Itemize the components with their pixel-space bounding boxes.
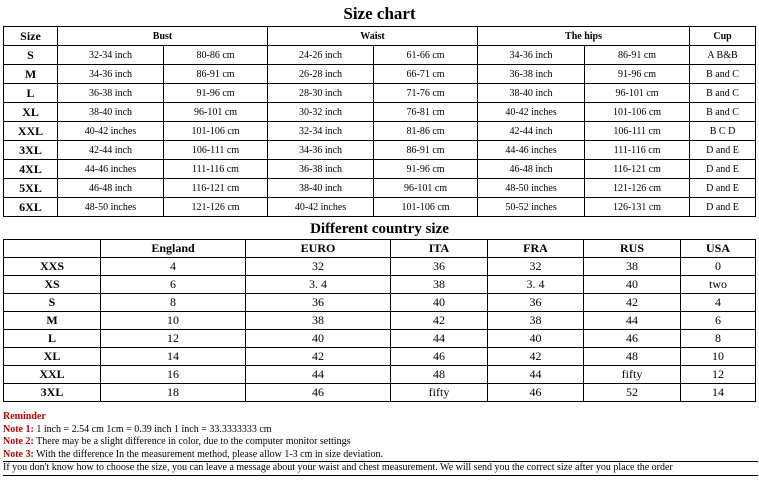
table-cell: D and E	[690, 141, 756, 160]
table-cell: 34-36 inch	[268, 141, 374, 160]
reminder-label: Reminder	[3, 411, 46, 422]
table-cell: D and E	[690, 160, 756, 179]
table-cell: 18	[101, 384, 246, 402]
table-cell: 71-76 cm	[374, 84, 478, 103]
size-label-cell: L	[4, 330, 101, 348]
table-cell: 24-26 inch	[268, 46, 374, 65]
table-cell: 38	[391, 276, 488, 294]
table-row	[4, 198, 756, 217]
table-row	[4, 348, 756, 366]
table-cell: 36	[488, 294, 584, 312]
table-cell: 91-96 cm	[585, 65, 690, 84]
table-row	[4, 258, 756, 276]
table-cell: 44-46 inches	[58, 160, 164, 179]
table-cell: D and E	[690, 179, 756, 198]
table-cell: 34-36 inch	[58, 65, 164, 84]
table-row	[4, 141, 756, 160]
size-label-cell: XXL	[4, 366, 101, 384]
note-3-label: Note 3:	[3, 448, 34, 460]
table-row	[4, 65, 756, 84]
table-cell: 42	[246, 348, 391, 366]
table-cell: 106-111 cm	[164, 141, 268, 160]
table-row	[4, 366, 756, 384]
size-chart-body	[4, 46, 756, 217]
table-cell: 46	[246, 384, 391, 402]
table-cell: 38	[246, 312, 391, 330]
table-cell: 6	[681, 312, 756, 330]
table-cell: 46-48 inch	[58, 179, 164, 198]
table-cell: 96-101 cm	[164, 103, 268, 122]
table-cell: 32-34 inch	[58, 46, 164, 65]
header-bust: Bust	[58, 27, 268, 46]
table-cell: 38-40 inch	[58, 103, 164, 122]
size-label-cell: L	[4, 84, 58, 103]
table-cell: 81-86 cm	[374, 122, 478, 141]
note-3	[3, 449, 758, 462]
note-1-text: 1 inch = 2.54 cm 1cm = 0.39 inch 1 inch = 33.3333333 cm	[33, 423, 272, 435]
country-header-cell: EURO	[246, 240, 391, 258]
note-1	[3, 424, 758, 437]
table-row	[4, 46, 756, 65]
table-cell: 12	[101, 330, 246, 348]
country-header-cell: RUS	[584, 240, 681, 258]
size-label-cell: XL	[4, 103, 58, 122]
table-cell: 4	[101, 258, 246, 276]
size-label-cell: S	[4, 46, 58, 65]
table-cell: 36-38 inch	[478, 65, 585, 84]
table-cell: 42-44 inch	[58, 141, 164, 160]
table-cell: fifty	[584, 366, 681, 384]
size-label-cell: XL	[4, 348, 101, 366]
table-row	[4, 294, 756, 312]
header-hips: The hips	[478, 27, 690, 46]
country-header-cell	[4, 240, 101, 258]
header-waist: Waist	[268, 27, 478, 46]
header-size: Size	[4, 27, 58, 46]
size-label-cell: XXS	[4, 258, 101, 276]
size-chart-table	[3, 26, 756, 217]
table-cell: 80-86 cm	[164, 46, 268, 65]
table-cell: 38	[488, 312, 584, 330]
table-cell: 91-96 cm	[374, 160, 478, 179]
footer-note: If you don't know how to choose the size, you can leave a message about your waist and chest measurement. We will send you the correct size after you place the order	[3, 461, 758, 476]
table-cell: 0	[681, 258, 756, 276]
country-chart-header-row	[4, 240, 756, 258]
country-header-cell: USA	[681, 240, 756, 258]
table-cell: 3. 4	[246, 276, 391, 294]
table-cell: 40	[391, 294, 488, 312]
table-cell: 14	[681, 384, 756, 402]
table-cell: 48	[584, 348, 681, 366]
table-cell: B and C	[690, 84, 756, 103]
table-cell: 26-28 inch	[268, 65, 374, 84]
notes-section	[3, 411, 758, 476]
table-cell: 6	[101, 276, 246, 294]
country-chart-body	[4, 258, 756, 402]
country-header-cell: ITA	[391, 240, 488, 258]
table-cell: 30-32 inch	[268, 103, 374, 122]
size-label-cell: XS	[4, 276, 101, 294]
table-cell: 16	[101, 366, 246, 384]
table-cell: 46	[488, 384, 584, 402]
table-cell: 116-121 cm	[585, 160, 690, 179]
table-cell: 91-96 cm	[164, 84, 268, 103]
table-cell: fifty	[391, 384, 488, 402]
table-cell: 76-81 cm	[374, 103, 478, 122]
size-label-cell: 5XL	[4, 179, 58, 198]
table-cell: 40	[488, 330, 584, 348]
table-cell: 46-48 inch	[478, 160, 585, 179]
table-cell: 8	[101, 294, 246, 312]
table-cell: 42	[584, 294, 681, 312]
table-cell: 44-46 inches	[478, 141, 585, 160]
size-label-cell: 3XL	[4, 141, 58, 160]
table-cell: 48-50 inches	[478, 179, 585, 198]
table-cell: 106-111 cm	[585, 122, 690, 141]
note-2-text: There may be a slight difference in color, due to the computer monitor settings	[33, 436, 351, 447]
table-row	[4, 384, 756, 402]
table-cell: 14	[101, 348, 246, 366]
table-cell: 111-116 cm	[164, 160, 268, 179]
table-cell: 44	[488, 366, 584, 384]
table-cell: 86-91 cm	[164, 65, 268, 84]
country-size-table	[3, 239, 756, 402]
table-cell: 8	[681, 330, 756, 348]
table-cell: 116-121 cm	[164, 179, 268, 198]
table-row	[4, 84, 756, 103]
note-1-label: Note 1:	[3, 423, 34, 435]
table-cell: 40-42 inches	[478, 103, 585, 122]
table-cell: 126-131 cm	[585, 198, 690, 217]
table-cell: 38-40 inch	[268, 179, 374, 198]
table-row	[4, 179, 756, 198]
table-cell: 40-42 inches	[268, 198, 374, 217]
size-label-cell: 3XL	[4, 384, 101, 402]
size-label-cell: 6XL	[4, 198, 58, 217]
table-cell: 10	[681, 348, 756, 366]
size-label-cell: XXL	[4, 122, 58, 141]
table-cell: 32	[488, 258, 584, 276]
country-chart-title: Different country size	[310, 221, 449, 237]
note-2-label: Note 2:	[3, 436, 34, 447]
table-cell: A B&B	[690, 46, 756, 65]
table-cell: 96-101 cm	[374, 179, 478, 198]
table-cell: 121-126 cm	[585, 179, 690, 198]
table-cell: 66-71 cm	[374, 65, 478, 84]
table-cell: 44	[584, 312, 681, 330]
table-cell: 101-106 cm	[374, 198, 478, 217]
table-row	[4, 276, 756, 294]
note-3-text: With the difference In the measurement method, please allow 1-3 cm in size deviation.	[33, 448, 383, 460]
reminder-line	[3, 411, 758, 424]
table-cell: 48	[391, 366, 488, 384]
table-cell: D and E	[690, 198, 756, 217]
table-row	[4, 122, 756, 141]
table-cell: 44	[246, 366, 391, 384]
table-cell: 36	[391, 258, 488, 276]
table-cell: 12	[681, 366, 756, 384]
table-cell: 48-50 inches	[58, 198, 164, 217]
table-cell: 96-101 cm	[585, 84, 690, 103]
table-cell: 28-30 inch	[268, 84, 374, 103]
table-cell: two	[681, 276, 756, 294]
table-cell: 44	[391, 330, 488, 348]
table-cell: 4	[681, 294, 756, 312]
table-cell: 40	[246, 330, 391, 348]
table-cell: 42-44 inch	[478, 122, 585, 141]
size-chart-header-row	[4, 27, 756, 46]
table-cell: 36	[246, 294, 391, 312]
table-cell: 50-52 inches	[478, 198, 585, 217]
table-cell: 86-91 cm	[585, 46, 690, 65]
country-header-cell: FRA	[488, 240, 584, 258]
table-cell: 32-34 inch	[268, 122, 374, 141]
table-cell: 3. 4	[488, 276, 584, 294]
table-cell: 36-38 inch	[58, 84, 164, 103]
table-cell: 52	[584, 384, 681, 402]
size-label-cell: S	[4, 294, 101, 312]
table-cell: 111-116 cm	[585, 141, 690, 160]
table-cell: 40	[584, 276, 681, 294]
table-cell: 46	[391, 348, 488, 366]
table-cell: 121-126 cm	[164, 198, 268, 217]
table-cell: 32	[246, 258, 391, 276]
size-label-cell: 4XL	[4, 160, 58, 179]
table-cell: 42	[488, 348, 584, 366]
size-label-cell: M	[4, 65, 58, 84]
table-cell: 101-106 cm	[164, 122, 268, 141]
table-cell: B and C	[690, 103, 756, 122]
size-label-cell: M	[4, 312, 101, 330]
table-cell: 101-106 cm	[585, 103, 690, 122]
table-cell: B C D	[690, 122, 756, 141]
country-header-cell: England	[101, 240, 246, 258]
table-row	[4, 160, 756, 179]
header-cup: Cup	[690, 27, 756, 46]
note-2	[3, 436, 758, 449]
table-row	[4, 312, 756, 330]
table-row	[4, 330, 756, 348]
table-cell: 42	[391, 312, 488, 330]
table-cell: 34-36 inch	[478, 46, 585, 65]
table-cell: 10	[101, 312, 246, 330]
table-cell: 36-38 inch	[268, 160, 374, 179]
table-cell: 46	[584, 330, 681, 348]
table-cell: 61-66 cm	[374, 46, 478, 65]
table-cell: 86-91 cm	[374, 141, 478, 160]
table-cell: 40-42 inches	[58, 122, 164, 141]
table-cell: 38-40 inch	[478, 84, 585, 103]
size-chart-title: Size chart	[343, 4, 416, 23]
table-cell: 38	[584, 258, 681, 276]
table-cell: B and C	[690, 65, 756, 84]
table-row	[4, 103, 756, 122]
